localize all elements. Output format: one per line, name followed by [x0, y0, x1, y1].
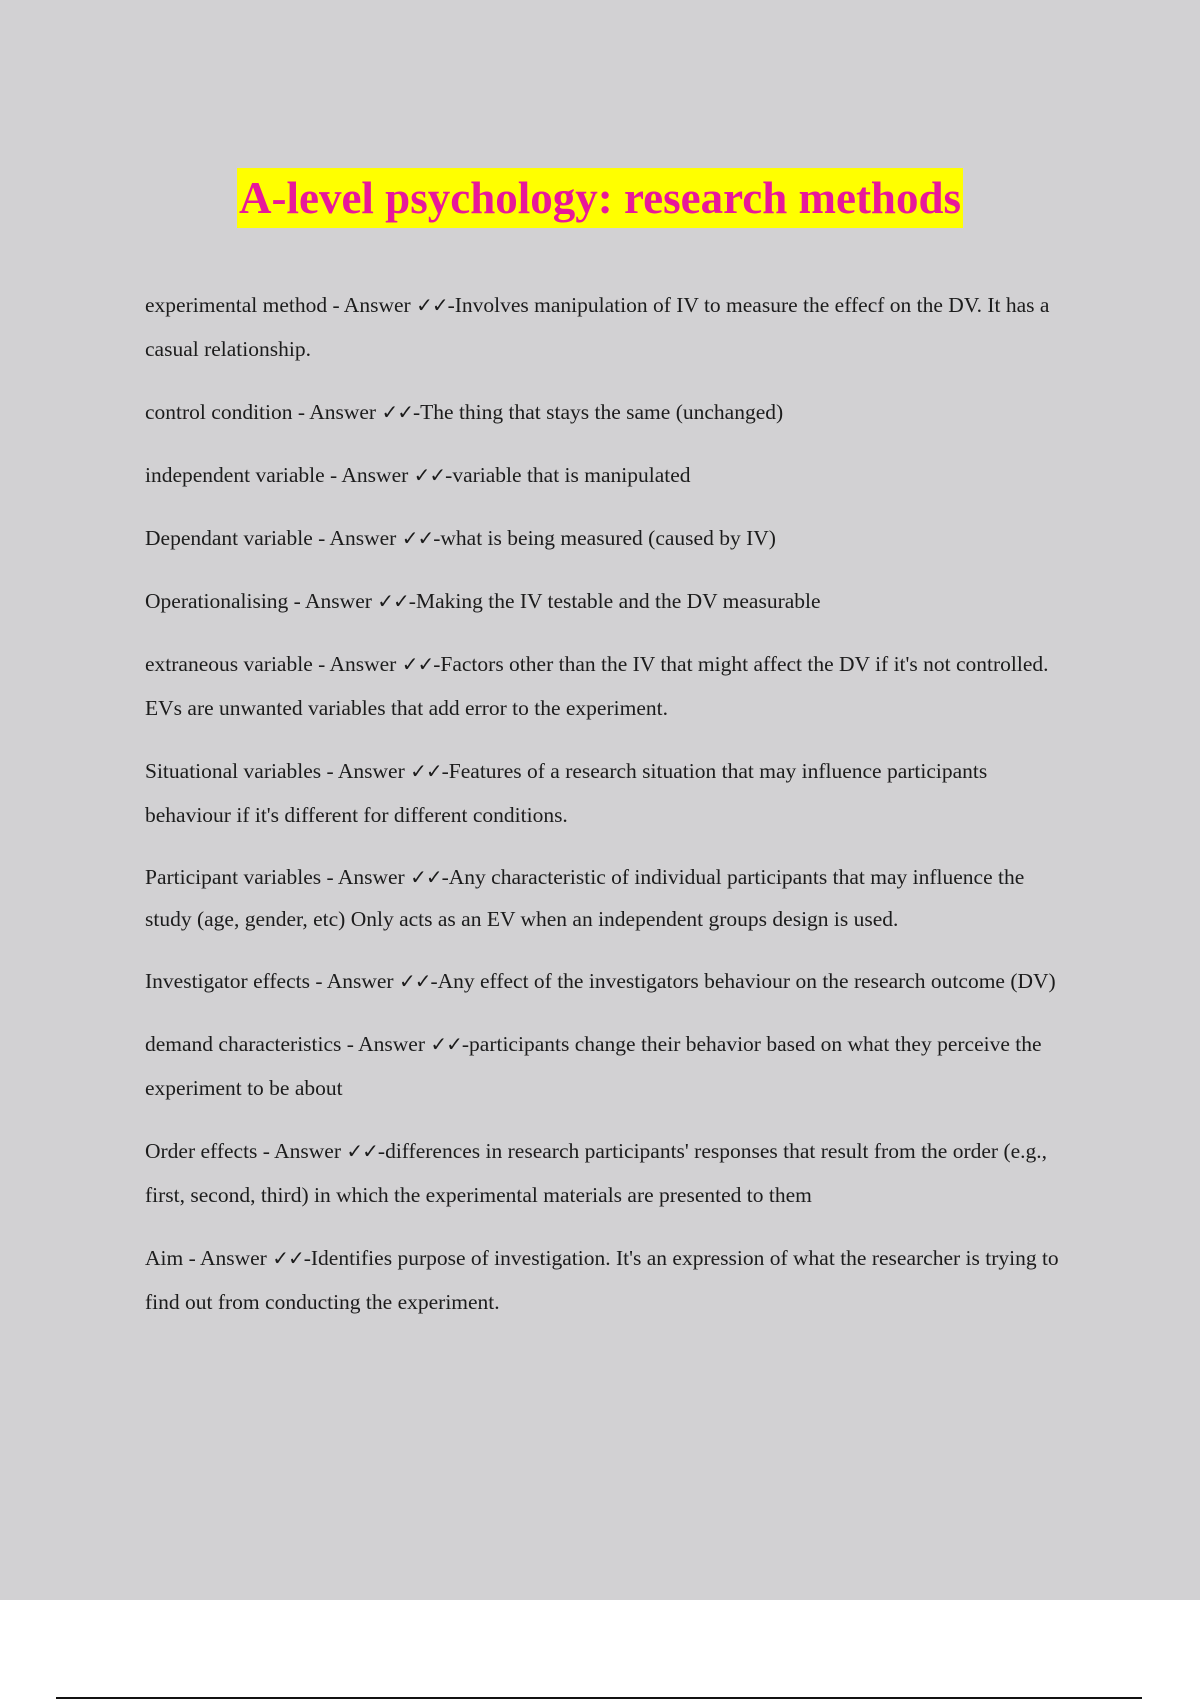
double-check-icon: ✓✓: [401, 526, 434, 550]
entry-definition: -Involves manipulation of IV to measure the effecf on the DV. It has a casual relationship.: [145, 293, 1050, 361]
entry-definition: -Any effect of the investigators behaviour on the research outcome (DV): [430, 969, 1056, 993]
entry-definition: -differences in research participants' responses that result from the order (e.g., first, second, third) in which the experimental materials are presented to them: [145, 1139, 1048, 1207]
entry-independent-variable: [145, 453, 1070, 497]
entry-term: Operationalising - Answer: [145, 589, 378, 613]
double-check-icon: ✓✓: [416, 293, 448, 317]
double-check-icon: ✓✓: [410, 759, 442, 783]
entry-term: Dependant variable - Answer: [145, 526, 402, 550]
entry-term: Aim - Answer: [145, 1246, 273, 1270]
entry-operationalising: [145, 579, 1070, 623]
entry-definition: -Any characteristic of individual participants that may influence the study (age, gender, etc) Only acts as an EV when an independent groups design is used.: [145, 865, 1025, 931]
entry-experimental-method: [145, 283, 1070, 371]
entry-definition: -variable that is manipulated: [445, 463, 691, 487]
entry-term: control condition - Answer: [145, 400, 382, 424]
entry-term: demand characteristics - Answer: [145, 1032, 431, 1056]
entry-term: Order effects - Answer: [145, 1139, 347, 1163]
double-check-icon: ✓✓: [346, 1139, 378, 1163]
entry-term: experimental method - Answer: [145, 293, 417, 317]
entry-term: Situational variables - Answer: [145, 759, 411, 783]
entry-list: [145, 283, 1070, 1343]
entry-participant-variables: [145, 856, 1070, 940]
entry-dependant-variable: [145, 516, 1070, 560]
double-check-icon: ✓✓: [272, 1246, 304, 1270]
double-check-icon: ✓✓: [413, 463, 446, 487]
page-title: A-level psychology: research methods: [237, 168, 963, 228]
entry-term: extraneous variable - Answer: [145, 652, 402, 676]
double-check-icon: ✓✓: [430, 1032, 462, 1056]
entry-definition: -Making the IV testable and the DV measurable: [408, 589, 821, 613]
double-check-icon: ✓✓: [381, 400, 413, 424]
title-container: [0, 168, 1200, 228]
double-check-icon: ✓✓: [377, 589, 409, 613]
entry-extraneous-variable: [145, 642, 1070, 730]
entry-demand-characteristics: [145, 1022, 1070, 1110]
entry-term: Participant variables - Answer: [145, 865, 411, 889]
entry-order-effects: [145, 1129, 1070, 1217]
entry-definition: -Factors other than the IV that might affect the DV if it's not controlled. EVs are unwanted variables that add error to the experiment.: [145, 652, 1049, 720]
entry-definition: -Features of a research situation that may influence participants behaviour if it's different for different conditions.: [145, 759, 988, 827]
entry-definition: -Identifies purpose of investigation. It's an expression of what the researcher is trying to find out from conducting the experiment.: [145, 1246, 1059, 1314]
entry-control-condition: [145, 390, 1070, 434]
entry-definition: -The thing that stays the same (unchanged): [412, 400, 784, 424]
entry-term: Investigator effects - Answer: [145, 969, 399, 993]
entry-investigator-effects: [145, 959, 1070, 1003]
double-check-icon: ✓✓: [401, 652, 434, 676]
entry-aim: [145, 1236, 1070, 1324]
entry-situational-variables: [145, 749, 1070, 837]
double-check-icon: ✓✓: [398, 969, 431, 993]
footer-divider: [56, 1697, 1142, 1699]
double-check-icon: ✓✓: [410, 865, 442, 889]
entry-definition: -what is being measured (caused by IV): [433, 526, 776, 550]
entry-term: independent variable - Answer: [145, 463, 414, 487]
entry-definition: -participants change their behavior based on what they perceive the experiment to be about: [145, 1032, 1042, 1100]
